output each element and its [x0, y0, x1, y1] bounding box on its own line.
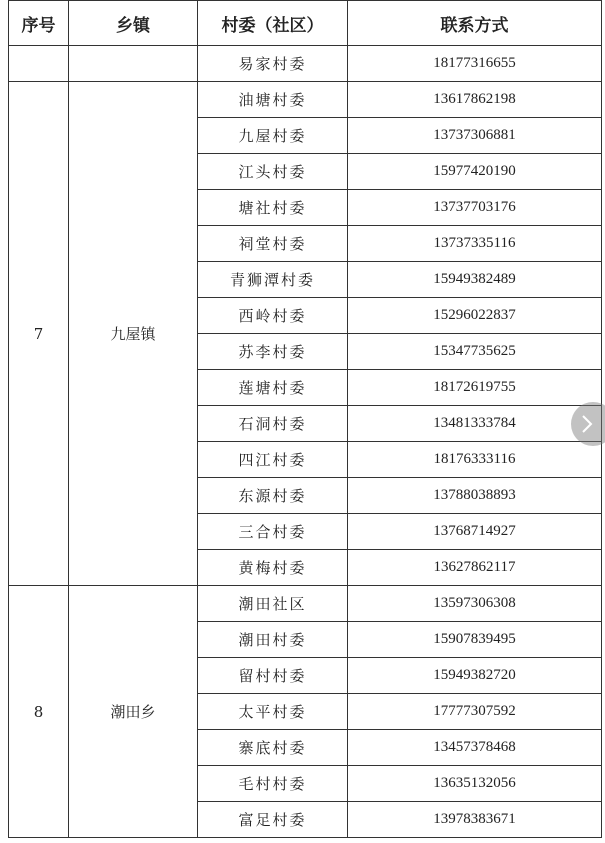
phone-cell: 15977420190 [348, 154, 602, 190]
phone-cell: 18177316655 [348, 46, 602, 82]
table-row [9, 46, 602, 82]
phone-cell: 13768714927 [348, 514, 602, 550]
index-cell: 8 [9, 586, 69, 838]
phone-cell: 18176333116 [348, 442, 602, 478]
village-cell: 留村村委 [198, 658, 348, 694]
phone-cell: 13737703176 [348, 190, 602, 226]
phone-cell: 13481333784 [348, 406, 602, 442]
village-cell: 易家村委 [198, 46, 348, 82]
table-row [9, 586, 602, 622]
phone-cell: 15949382720 [348, 658, 602, 694]
village-cell: 黄梅村委 [198, 550, 348, 586]
phone-cell: 13617862198 [348, 82, 602, 118]
phone-cell: 13627862117 [348, 550, 602, 586]
table-row [9, 82, 602, 118]
village-cell: 潮田村委 [198, 622, 348, 658]
phone-cell: 13788038893 [348, 478, 602, 514]
phone-cell: 13597306308 [348, 586, 602, 622]
phone-cell: 13978383671 [348, 802, 602, 838]
phone-cell: 13457378468 [348, 730, 602, 766]
village-cell: 塘社村委 [198, 190, 348, 226]
phone-cell: 17777307592 [348, 694, 602, 730]
village-cell: 潮田社区 [198, 586, 348, 622]
index-cell: 7 [9, 82, 69, 586]
village-cell: 油塘村委 [198, 82, 348, 118]
phone-cell: 13737335116 [348, 226, 602, 262]
village-cell: 青狮潭村委 [198, 262, 348, 298]
phone-cell: 15296022837 [348, 298, 602, 334]
village-cell: 寨底村委 [198, 730, 348, 766]
village-cell: 九屋村委 [198, 118, 348, 154]
township-cell: 九屋镇 [69, 82, 198, 586]
village-cell: 东源村委 [198, 478, 348, 514]
table-body [9, 46, 602, 838]
township-cell: 潮田乡 [69, 586, 198, 838]
village-cell: 莲塘村委 [198, 370, 348, 406]
village-cell: 三合村委 [198, 514, 348, 550]
contact-table [8, 0, 602, 838]
phone-cell: 15347735625 [348, 334, 602, 370]
village-cell: 江头村委 [198, 154, 348, 190]
township-cell [69, 46, 198, 82]
header-row [9, 1, 602, 46]
header-village: 村委（社区） [198, 1, 348, 46]
village-cell: 西岭村委 [198, 298, 348, 334]
phone-cell: 15949382489 [348, 262, 602, 298]
village-cell: 苏李村委 [198, 334, 348, 370]
phone-cell: 15907839495 [348, 622, 602, 658]
village-cell: 四江村委 [198, 442, 348, 478]
index-cell [9, 46, 69, 82]
phone-cell: 13635132056 [348, 766, 602, 802]
village-cell: 祠堂村委 [198, 226, 348, 262]
phone-cell: 13737306881 [348, 118, 602, 154]
chevron-right-icon [580, 414, 594, 434]
village-cell: 富足村委 [198, 802, 348, 838]
phone-cell: 18172619755 [348, 370, 602, 406]
village-cell: 太平村委 [198, 694, 348, 730]
village-cell: 石洞村委 [198, 406, 348, 442]
header-contact: 联系方式 [348, 1, 602, 46]
header-index: 序号 [9, 1, 69, 46]
header-township: 乡镇 [69, 1, 198, 46]
village-cell: 毛村村委 [198, 766, 348, 802]
